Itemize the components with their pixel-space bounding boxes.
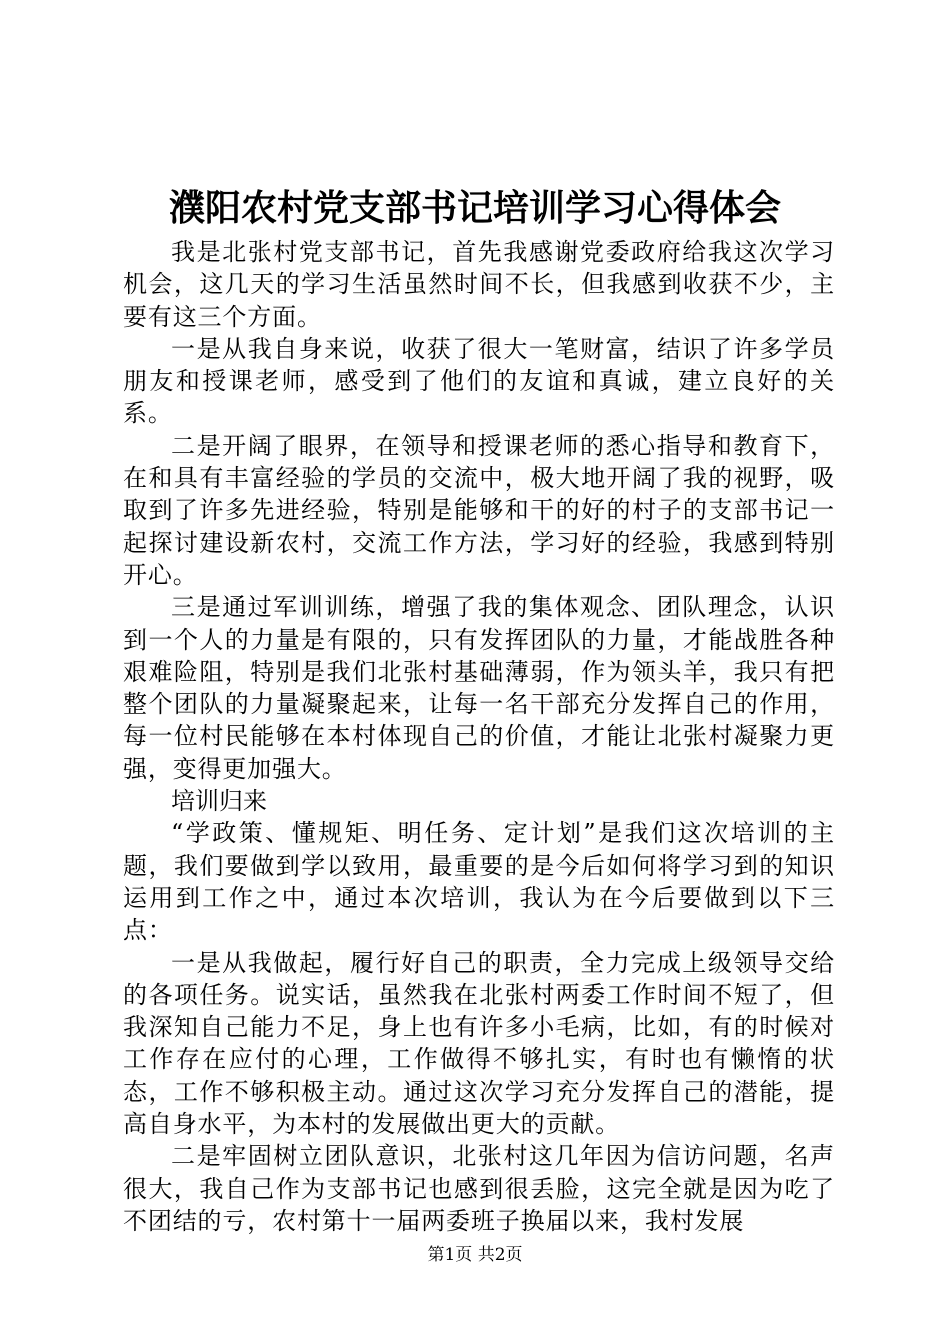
paragraph-point-two: 二是开阔了眼界，在领导和授课老师的悉心指导和教育下，在和具有丰富经验的学员的交流中，极大地开阔了我的视野，吸取到了许多先进经验，特别是能够和干的好的村子的支部书记一起探讨建设新农村，交流工作方法，学习好的经验，我感到特别开心。 <box>123 431 835 589</box>
paragraph-plan-one: 一是从我做起，履行好自己的职责，全力完成上级领导交给的各项任务。说实话，虽然我在北张村两委工作时间不短了，但我深知自己能力不足，身上也有许多小毛病，比如，有的时候对工作存在应付的心理，工作做得不够扎实，有时也有懒惰的状态，工作不够积极主动。通过这次学习充分发挥自己的潜能，提高自身水平，为本村的发展做出更大的贡献。 <box>123 948 835 1139</box>
paragraph-intro: 我是北张村党支部书记，首先我感谢党委政府给我这次学习机会，这几天的学习生活虽然时间不长，但我感到收获不少，主要有这三个方面。 <box>123 238 835 331</box>
paragraph-plan-two: 二是牢固树立团队意识，北张村这几年因为信访问题，名声很大，我自己作为支部书记也感到很丢脸，这完全就是因为吃了不团结的亏，农村第十一届两委班子换届以来，我村发展 <box>123 1142 835 1235</box>
page-footer: 第1页 共2页 <box>427 1245 523 1265</box>
paragraph-point-one: 一是从我自身来说，收获了很大一笔财富，结识了许多学员朋友和授课老师，感受到了他们的友谊和真诚，建立良好的关系。 <box>123 334 835 428</box>
document-body <box>123 236 835 1237</box>
section-heading: 培训归来 <box>171 787 267 816</box>
document-title: 濮阳农村党支部书记培训学习心得体会 <box>168 188 781 229</box>
paragraph-theme: “学政策、懂规矩、明任务、定计划”是我们这次培训的主题，我们要做到学以致用，最重要的是今后如何将学习到的知识运用到工作之中，通过本次培训，我认为在今后要做到以下三点： <box>123 819 835 945</box>
paragraph-point-three: 三是通过军训训练，增强了我的集体观念、团队理念，认识到一个人的力量是有限的，只有发挥团队的力量，才能战胜各种艰难险阻，特别是我们北张村基础薄弱，作为领头羊，我只有把整个团队的力量凝聚起来，让每一名干部充分发挥自己的作用，每一位村民能够在本村体现自己的价值，才能让北张村凝聚力更强，变得更加强大。 <box>123 593 835 783</box>
